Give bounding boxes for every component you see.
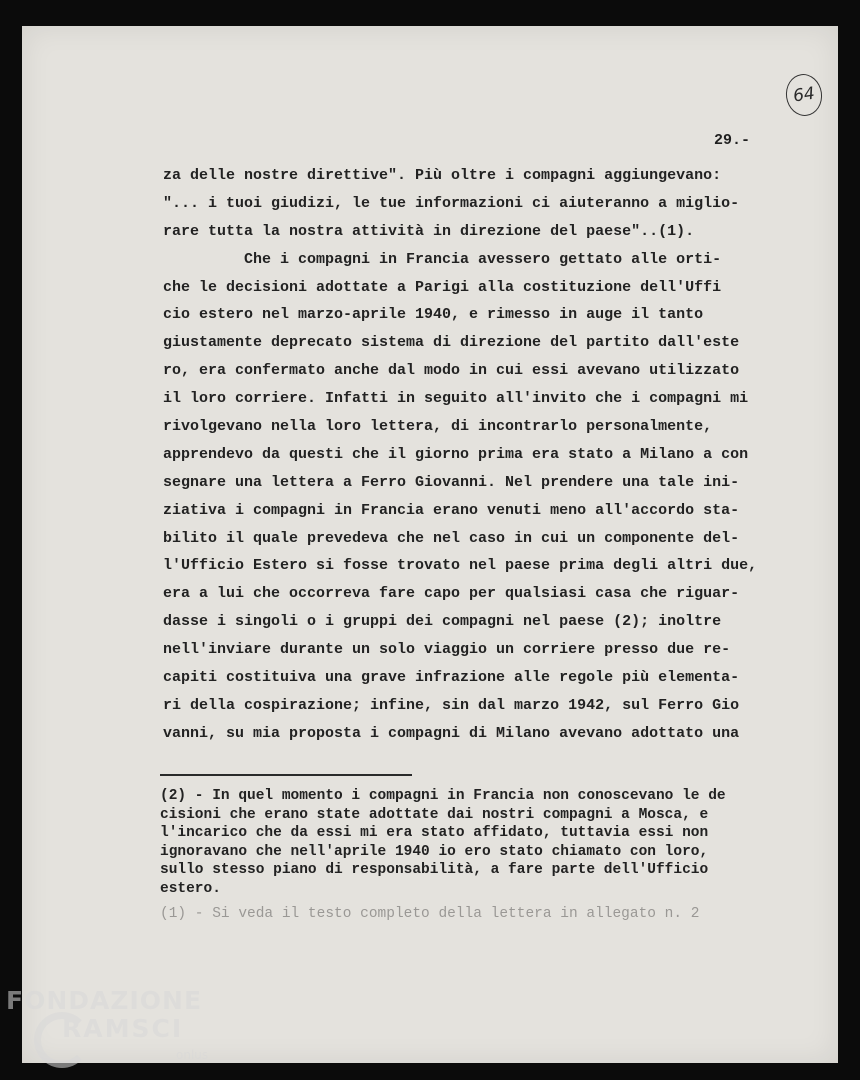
watermark-line-2: RAMSCI	[62, 1014, 184, 1043]
body-line: vanni, su mia proposta i compagni di Milano avevano adottato una	[163, 724, 740, 742]
body-line: rivolgevano nella loro lettera, di incontrarlo personalmente,	[163, 418, 713, 436]
body-line: il loro corriere. Infatti in seguito all'invito che i compagni mi	[163, 390, 749, 408]
body-line: rare tutta la nostra attività in direzione del paese"..(1).	[163, 222, 695, 240]
footnote-line: cisioni che erano state adottate dai nostri compagni a Mosca, e	[160, 806, 709, 823]
body-line: nell'inviare durante un solo viaggio un corriere presso due re-	[163, 641, 731, 659]
body-text	[163, 162, 813, 748]
body-line: era a lui che occorreva fare capo per qualsiasi casa che riguar-	[163, 585, 740, 603]
watermark-line-1: FONDAZIONE	[6, 986, 203, 1015]
body-line: capiti costituiva una grave infrazione alle regole più elementa-	[163, 669, 740, 687]
body-line: za delle nostre direttive". Più oltre i compagni aggiungevano:	[163, 167, 722, 184]
footnote-line: ignoravano che nell'aprile 1940 io ero stato chiamato con loro,	[160, 843, 709, 860]
body-line: cio estero nel marzo-aprile 1940, e rimesso in auge il tanto	[163, 306, 704, 324]
footnote-divider	[160, 774, 412, 776]
footnote-line: sullo stesso piano di responsabilità, a fare parte dell'Ufficio	[160, 862, 709, 878]
body-line: che le decisioni adottate a Parigi alla costituzione dell'Uffi	[163, 278, 722, 296]
body-line: "... i tuoi giudizi, le tue informazioni ci aiuteranno a miglio-	[163, 194, 740, 212]
body-line: giustamente deprecato sistema di direzione del partito dall'este	[163, 334, 740, 352]
footnotes	[160, 787, 810, 924]
body-line: Che i compagni in Francia avessero gettato alle orti-	[163, 250, 722, 268]
body-line: segnare una lettera a Ferro Giovanni. Nel prendere una tale ini-	[163, 473, 740, 491]
body-line: l'Ufficio Estero si fosse trovato nel paese prima degli altri due,	[163, 557, 758, 575]
body-line: ziativa i compagni in Francia erano venuti meno all'accordo sta-	[163, 501, 740, 519]
fondazione-gramsci-watermark	[6, 986, 226, 1076]
archive-number-stamp: 64	[783, 72, 824, 119]
body-line: dasse i singoli o i gruppi dei compagni nel paese (2); inoltre	[163, 613, 722, 631]
body-line: ri della cospirazione; infine, sin dal marzo 1942, sul Ferro Gio	[163, 696, 740, 714]
footnote-line: l'incarico che da essi mi era stato affidato, tuttavia essi non	[160, 825, 709, 841]
footnote-line: estero.	[160, 880, 221, 897]
body-line: apprendevo da questi che il giorno prima era stato a Milano a con	[163, 445, 749, 463]
faded-footnote: (1) - Si veda il testo completo della lettera in allegato n. 2	[160, 906, 700, 922]
watermark-line-3: onlus	[176, 1048, 209, 1062]
footnote-line: (2) - In quel momento i compagni in Francia non conoscevano le de	[160, 788, 726, 804]
page-number: 29.-	[714, 132, 751, 149]
body-line: ro, era confermato anche dal modo in cui essi avevano utilizzato	[163, 362, 740, 380]
body-line: bilito il quale prevedeva che nel caso in cui un componente del-	[163, 529, 740, 547]
